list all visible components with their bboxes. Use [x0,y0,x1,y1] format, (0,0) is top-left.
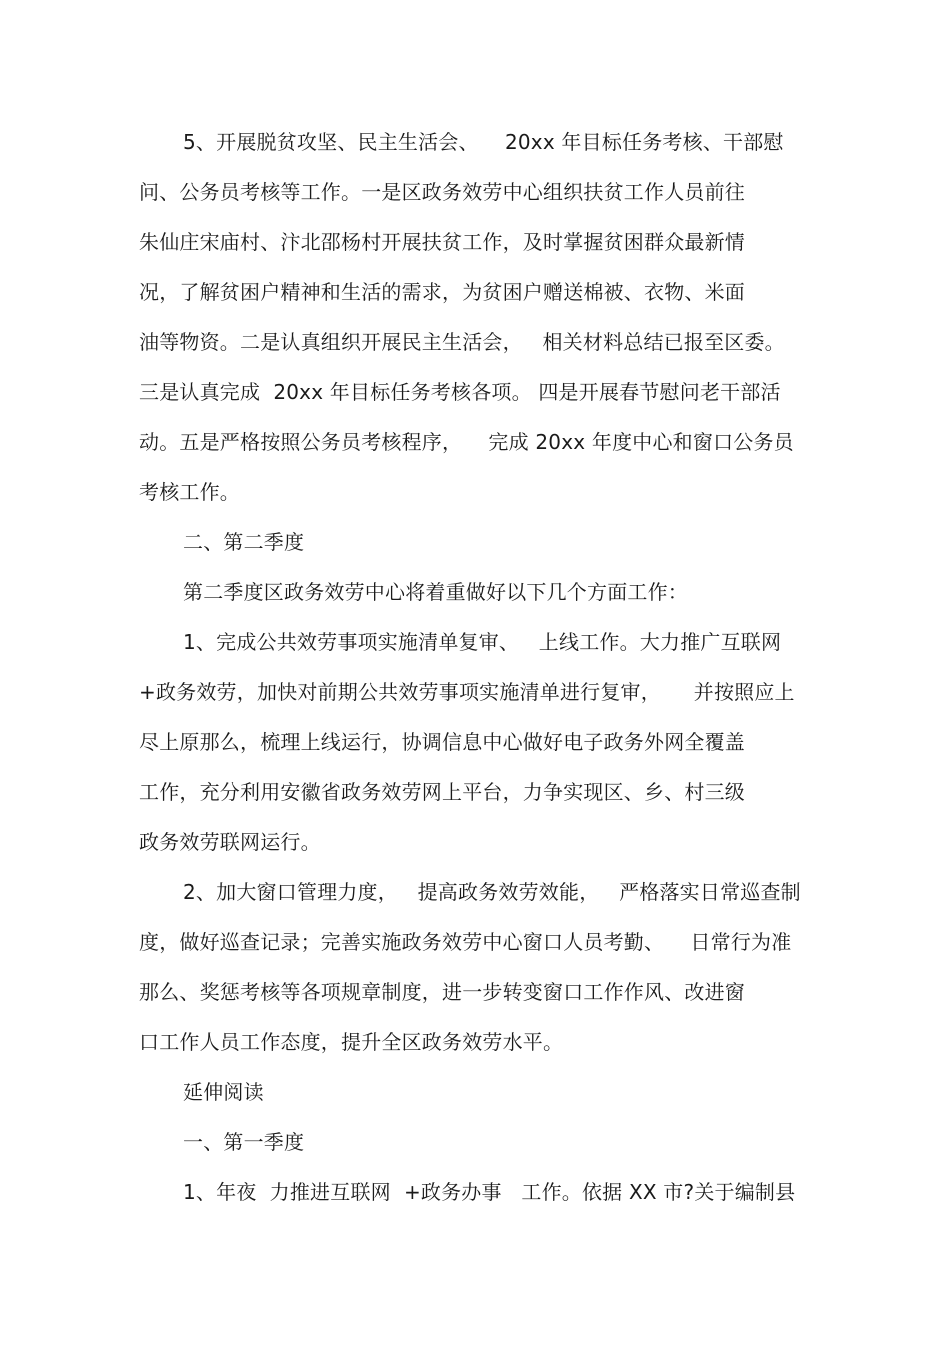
paragraph-line-5: 油等物资。二是认真组织开展民主生活会， 相关材料总结已报至区委。 [139,330,785,354]
paragraph-line-12: +政务效劳，加快对前期公共效劳事项实施清单进行复审， 并按照应上 [139,680,795,704]
paragraph-line-19: 口工作人员工作态度，提升全区政务效劳水平。 [139,1030,564,1054]
section-heading-q1: 一、第一季度 [183,1130,305,1154]
paragraph-line-3: 朱仙庄宋庙村、汴北邵杨村开展扶贫工作，及时掌握贫困群众最新情 [139,230,745,254]
section-heading-q2: 二、第二季度 [183,530,305,554]
paragraph-line-14: 工作，充分利用安徽省政务效劳网上平台，力争实现区、乡、村三级 [139,780,745,804]
paragraph-line-18: 那么、奖惩考核等各项规章制度，进一步转变窗口工作作风、改进窗 [139,980,745,1004]
paragraph-line-8: 考核工作。 [139,480,240,504]
paragraph-line-11: 1、完成公共效劳事项实施清单复审、 上线工作。大力推广互联网 [183,630,782,654]
section-heading-extended-reading: 延伸阅读 [183,1080,264,1104]
paragraph-line-22: 1、年夜 力推进互联网 +政务办事 工作。依据 XX 市?关于编制县 [183,1180,796,1204]
paragraph-line-1: 5、开展脱贫攻坚、民主生活会、 20xx 年目标任务考核、干部慰 [183,130,784,154]
paragraph-line-7: 动。五是严格按照公务员考核程序， 完成 20xx 年度中心和窗口公务员 [139,430,794,454]
paragraph-line-16: 2、加大窗口管理力度， 提高政务效劳效能， 严格落实日常巡查制 [183,880,801,904]
paragraph-line-4: 况，了解贫困户精神和生活的需求，为贫困户赠送棉被、衣物、米面 [139,280,745,304]
paragraph-line-15: 政务效劳联网运行。 [139,830,321,854]
paragraph-line-13: 尽上原那么，梳理上线运行，协调信息中心做好电子政务外网全覆盖 [139,730,745,754]
paragraph-line-17: 度，做好巡查记录；完善实施政务效劳中心窗口人员考勤、 日常行为准 [139,930,792,954]
paragraph-line-6: 三是认真完成 20xx 年目标任务考核各项。 四是开展春节慰问老干部活 [139,380,781,404]
paragraph-line-2: 问、公务员考核等工作。一是区政务效劳中心组织扶贫工作人员前往 [139,180,745,204]
paragraph-line-10: 第二季度区政务效劳中心将着重做好以下几个方面工作： [183,580,688,604]
